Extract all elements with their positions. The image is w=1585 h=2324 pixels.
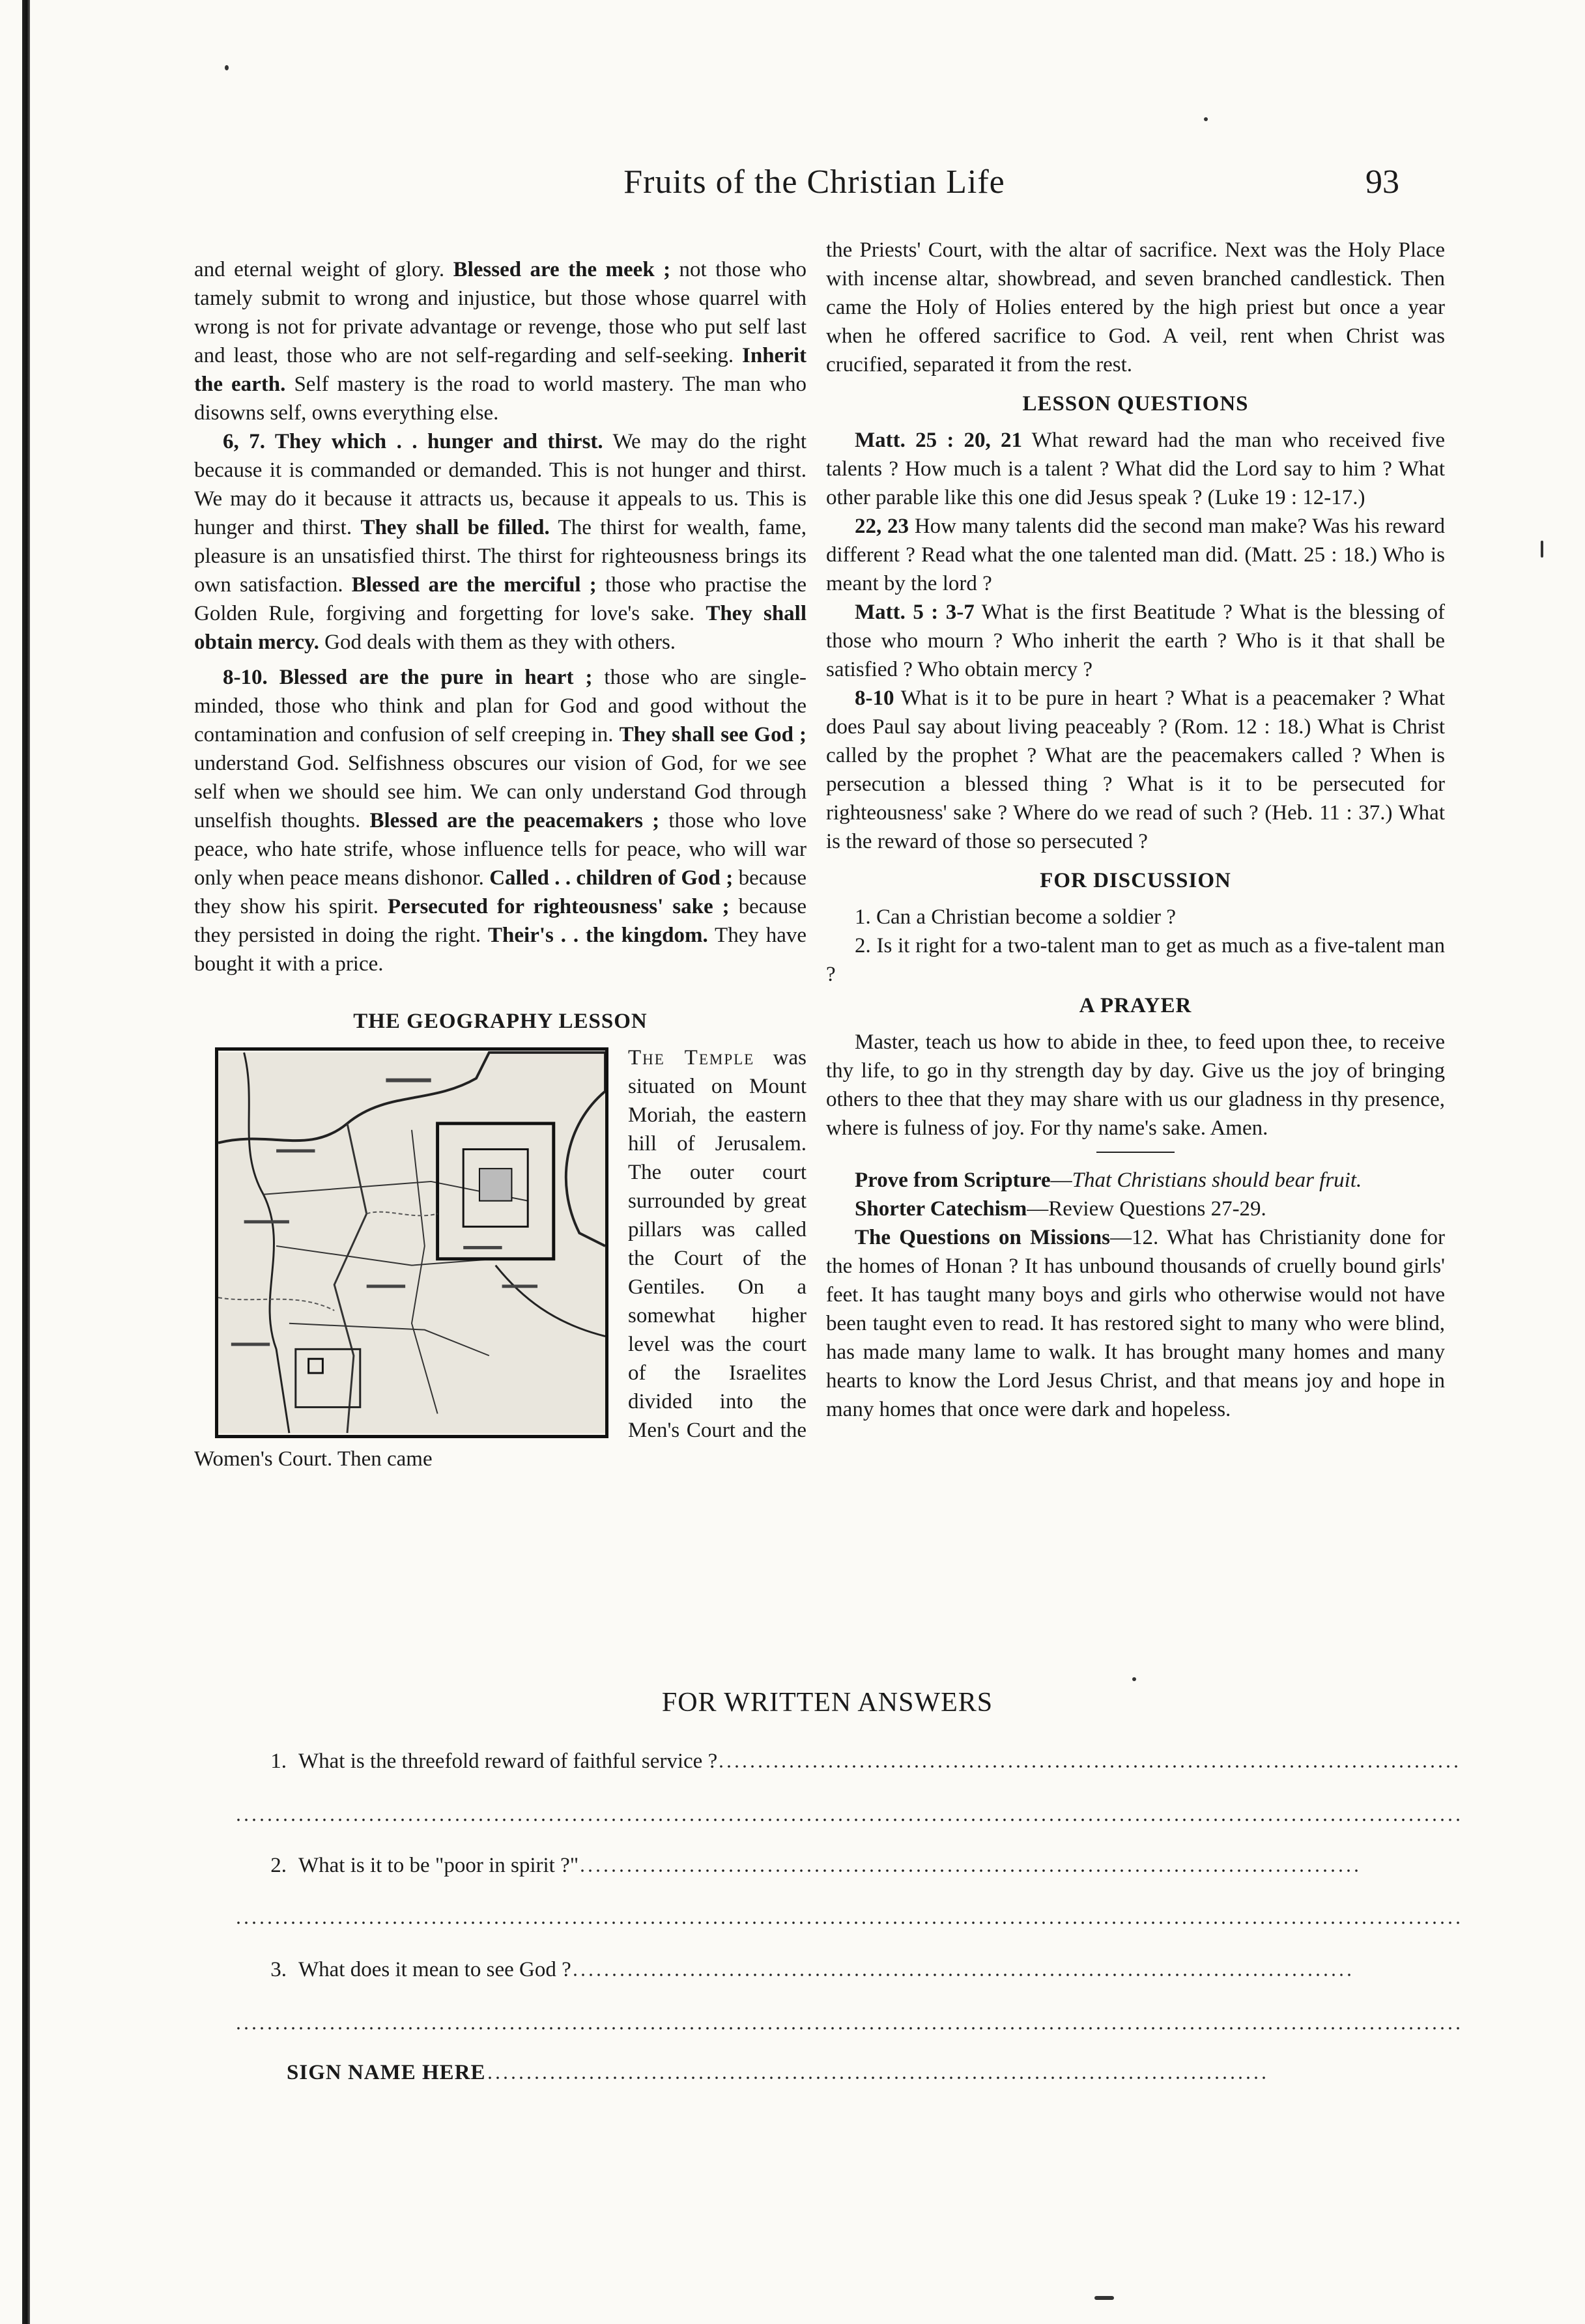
question-text: What is the threefold reward of faithful service ? <box>298 1750 718 1773</box>
answer-dotted-line[interactable] <box>235 1921 1459 1924</box>
written-question-1 <box>235 1750 1459 1774</box>
speck <box>1204 117 1208 121</box>
bold-phrase: Blessed are the merciful ; <box>351 573 597 597</box>
shorter-catechism <box>826 1195 1445 1223</box>
prove-from-scripture <box>826 1166 1445 1195</box>
bold-phrase: They shall obtain mercy. <box>194 602 807 654</box>
bold-phrase: They shall be filled. <box>360 516 550 539</box>
prayer-heading: A PRAYER <box>1079 994 1192 1017</box>
lesson-question: 22, 23 How many talents did the second man make? Was his reward different ? Read what the one talented man did. (Matt. 25 : 18.) Who is meant by the lord ? <box>826 515 1445 595</box>
bold-phrase: Persecuted for righteousness' sake ; <box>388 895 730 918</box>
page-number: 93 <box>1365 163 1399 201</box>
paragraph: 6, 7. They which . . hunger and thirst. We may do the right because it is commanded or demanded. This is not hunger and thirst. We may do it because it attracts us, because it appeals to us. This is hunger and thirst. They shall be filled. The thirst for wealth, fame, pleasure is an unsatisfied thirst. The thirst for righteousness brings its own satisfaction. Blessed are the merciful ; those who practise the Golden Rule, forgiving and forgetting for love's sake. They shall obtain mercy. God deals with them as they with others. <box>194 430 807 654</box>
written-question-2 <box>235 1854 1459 1878</box>
questions-on-missions <box>826 1223 1445 1424</box>
missions-label: The Questions on Missions <box>855 1226 1110 1249</box>
binding-edge <box>22 0 30 2324</box>
lesson-question: 8-10 What is it to be pure in heart ? What is a peacemaker ? What does Paul say about living peaceably ? (Rom. 12 : 18.) What is Christ called by the prophet ? What are the peacemakers called ? When is persecution a blessed thing ? What is it to be persecuted for righteousness' sake ? Where do we read of such ? (Heb. 11 : 37.) What is the reward of those so persecuted ? <box>826 687 1445 853</box>
sign-name-label: SIGN NAME HERE <box>287 2061 486 2084</box>
lesson-question: Matt. 25 : 20, 21 What reward had the man who received five talents ? How much is a talent ? What did the Lord say to him ? What other parable like this one did Jesus speak ? (Luke 19 : 12-17.) <box>826 429 1445 509</box>
catechism-label: Shorter Catechism <box>855 1197 1027 1221</box>
speck <box>1132 1677 1136 1681</box>
question-text: What does it mean to see God ? <box>298 1958 571 1981</box>
answer-dotted-line[interactable] <box>235 1819 1459 1821</box>
bold-phrase: 8-10 <box>855 687 894 710</box>
bold-phrase: Inherit the earth. <box>194 344 807 396</box>
answer-dotted-line[interactable] <box>578 1869 1360 1872</box>
geography-body: was situated on Mount Moriah, the eastern hill of Jerusalem. The outer court surrounded by great pillars was called the Court of the Gentiles. On a somewhat higher level was the court of the Israelites divided into the Men's Court and the Women's Court. Then came <box>194 1046 807 1471</box>
answer-dotted-line[interactable] <box>235 2027 1459 2030</box>
bold-phrase: Blessed are the meek ; <box>453 258 671 281</box>
lesson-question: Matt. 5 : 3-7 What is the first Beatitude ? What is the blessing of those who mourn ? Who inherit the earth ? Who is it that shall be satisfied ? Who obtain mercy ? <box>826 601 1445 681</box>
prove-text: That Christians should bear fruit. <box>1072 1169 1362 1192</box>
left-column <box>194 255 807 1473</box>
prayer-text: Master, teach us how to abide in thee, to feed upon thee, to receive thy life, to go in thy strength day by day. Give us the joy of bringing others to thee that they may share with us our gladness in thy presence, where is fulness of joy. For thy name's sake. Amen. <box>826 1030 1445 1140</box>
lesson-questions-heading: LESSON QUESTIONS <box>1022 392 1249 416</box>
signature-dotted-line[interactable] <box>486 2076 1268 2079</box>
prove-dash: — <box>1050 1169 1072 1192</box>
bold-phrase: 8-10. Blessed are the pure in heart ; <box>223 666 593 689</box>
missions-text: 12. What has Christianity done for the homes of Honan ? It has unbound thousands of cruelly bound girls' feet. It has taught many boys and girls who otherwise would not have been taught even to read. It has restored sight to many who were blind, has made many lame to walk. It has brought many homes and many hearts to know the Lord Jesus Christ, and that means joy and hope in many homes that once were dark and hopeless. <box>826 1226 1446 1421</box>
speck <box>1541 541 1543 558</box>
question-number: 1. <box>270 1750 287 1773</box>
paragraph: 8-10. Blessed are the pure in heart ; those who are single-minded, those who think and plan for God and good without the contamination and confusion of self creeping in. They shall see God ; understand God. Selfishness obscures our vision of God, for we see self when we should see him. We can only understand God through unselfish thoughts. Blessed are the peacemakers ; those who love peace, who hate strife, whose influence tells for peace, who will war only when peace means dishonor. Called . . children of God ; because they show his spirit. Persecuted for righteousness' sake ; because they persisted in doing the right. Their's . . the kingdom. They have bought it with a price. <box>194 666 807 976</box>
question-text: What is it to be "poor in spirit ?" <box>298 1854 579 1877</box>
catechism-dash: — <box>1027 1197 1049 1221</box>
temple-map <box>215 1047 608 1438</box>
geography-lead: The Temple <box>628 1046 755 1070</box>
bold-phrase: Matt. 25 : 20, 21 <box>855 429 1023 452</box>
prove-label: Prove from Scripture <box>855 1169 1051 1192</box>
bold-phrase: Matt. 5 : 3-7 <box>855 601 975 624</box>
paragraph: the Priests' Court, with the altar of sacrifice. Next was the Holy Place with incense altar, showbread, and seven branched candlestick. Then came the Holy of Holies entered by the high priest but once a year when he offered sacrifice to God. A veil, rent when Christ was crucified, separated it from the rest. <box>826 238 1445 376</box>
answer-dotted-line[interactable] <box>571 1974 1353 1976</box>
question-number: 3. <box>270 1958 287 1981</box>
sign-name-line <box>235 2061 1459 2085</box>
running-title: Fruits of the Christian Life <box>623 163 1005 201</box>
written-question-3 <box>235 1958 1459 1982</box>
written-answers-title: FOR WRITTEN ANSWERS <box>661 1688 993 1718</box>
geography-heading: THE GEOGRAPHY LESSON <box>353 1010 648 1033</box>
answer-dotted-line[interactable] <box>717 1765 1459 1768</box>
divider-rule <box>1096 1152 1175 1153</box>
discussion-item: 1. Can a Christian become a soldier ? <box>855 905 1177 929</box>
missions-dash: — <box>1109 1226 1132 1249</box>
bold-phrase: 22, 23 <box>855 515 909 538</box>
speck <box>225 65 229 70</box>
jerusalem-map-illustration <box>218 1051 605 1435</box>
catechism-text: Review Questions 27-29. <box>1048 1197 1266 1221</box>
bold-phrase: Blessed are the peacemakers ; <box>369 809 660 832</box>
bold-phrase: They shall see God ; <box>619 723 807 746</box>
discussion-heading: FOR DISCUSSION <box>1040 869 1231 892</box>
discussion-item: 2. Is it right for a two-talent man to get as much as a five-talent man ? <box>826 934 1445 986</box>
question-number: 2. <box>270 1854 287 1877</box>
bold-phrase: 6, 7. They which . . hunger and thirst. <box>223 430 603 453</box>
speck <box>1094 2296 1114 2300</box>
bold-phrase: Their's . . the kingdom. <box>488 924 708 947</box>
paragraph: and eternal weight of glory. Blessed are the meek ; not those who tamely submit to wrong and injustice, but those whose quarrel with wrong is not for private advantage or revenge, those who put self last and least, those who are not self-regarding and self-seeking. Inherit the earth. Self mastery is the road to world mastery. The man who disowns self, owns everything else. <box>194 258 807 425</box>
right-column <box>826 236 1445 1424</box>
bold-phrase: Called . . children of God ; <box>489 866 734 890</box>
